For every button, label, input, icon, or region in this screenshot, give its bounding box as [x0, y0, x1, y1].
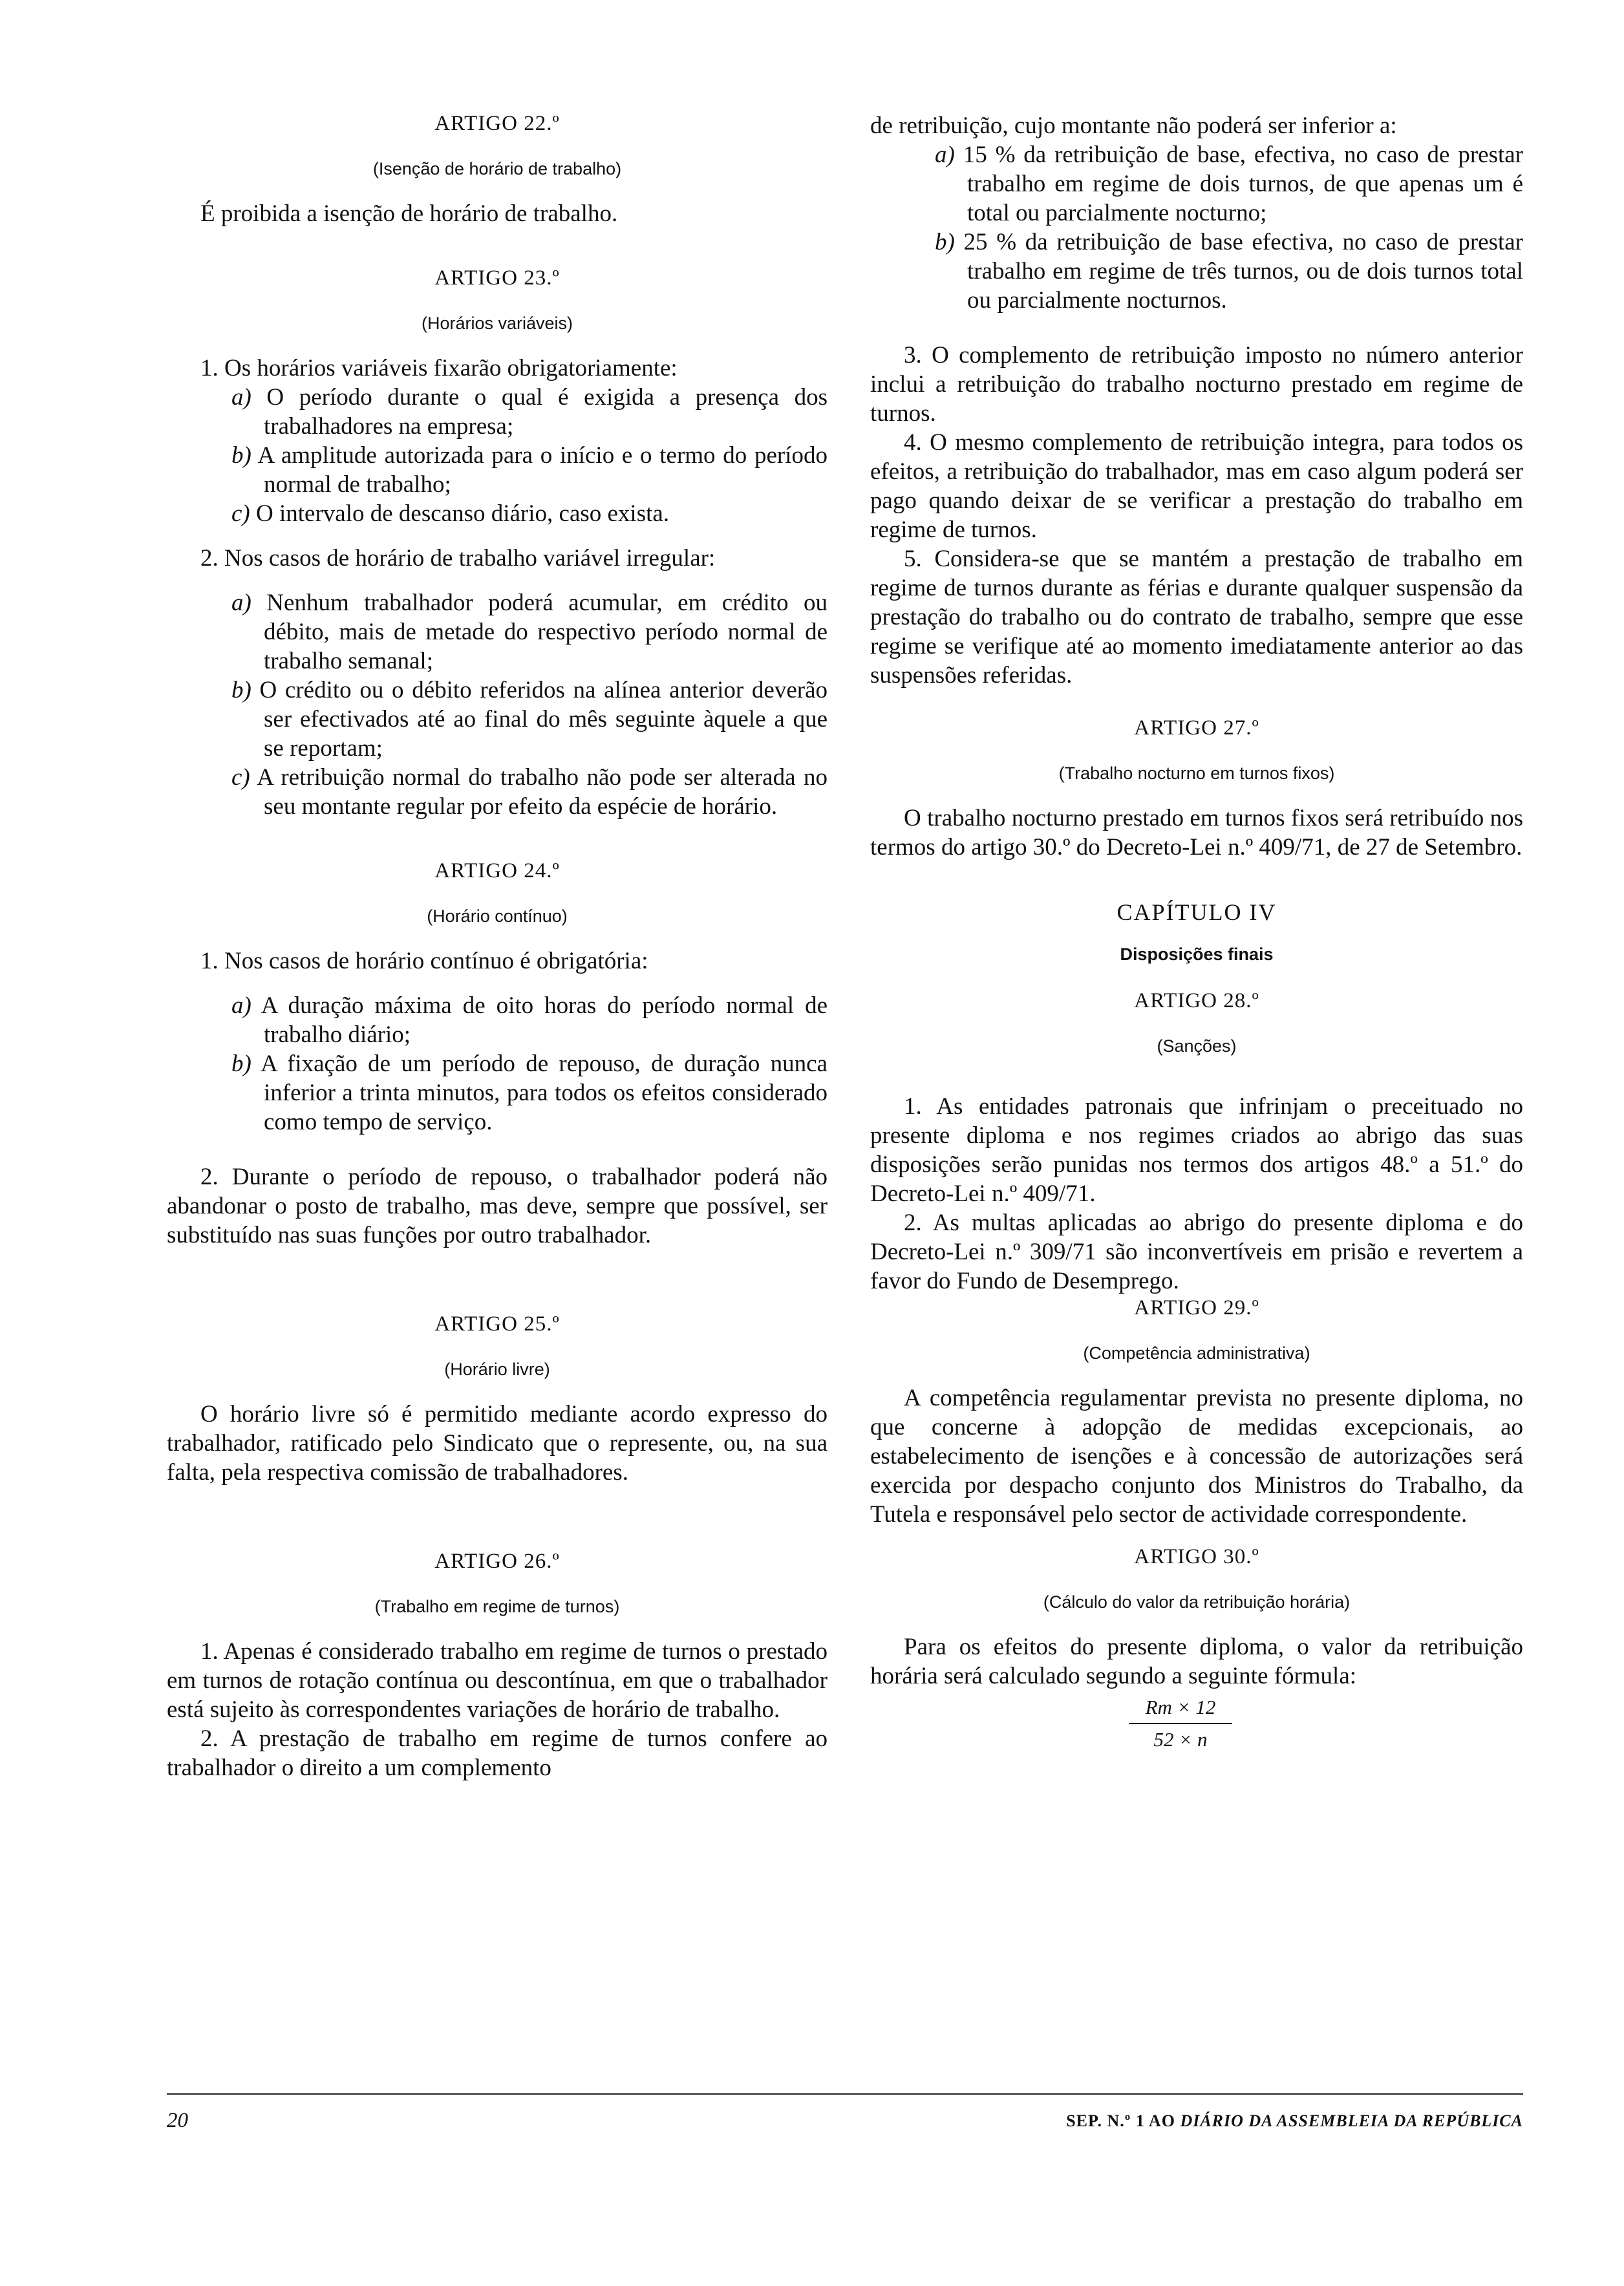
list-item: a) Nenhum trabalhador poderá acumular, em crédito ou débito, mais de metade do respectivo período normal de trabalho semanal;: [231, 590, 828, 674]
article-30-paragraph: Para os efeitos do presente diploma, o valor da retribuição horária será calculado segundo a seguinte fórmula:: [870, 1634, 1523, 1689]
journal-prefix: SEP. N.º 1 AO: [1066, 2111, 1181, 2130]
page-number: 20: [167, 2109, 188, 2132]
article-26-paragraph-4: 4. O mesmo complemento de retribuição integra, para todos os efeitos, a retribuição do trabalhador, mas em caso algum poderá ser pago quando deixar de se verificar a prestação do trabalho em regime de turnos.: [870, 429, 1523, 543]
formula-denominator: 52 × n: [1153, 1728, 1208, 1751]
article-27-subtitle: (Trabalho nocturno em turnos fixos): [1058, 764, 1335, 783]
list-item: a) O período durante o qual é exigida a presença dos trabalhadores na empresa;: [231, 384, 828, 440]
article-25-paragraph: O horário livre só é permitido mediante acordo expresso do trabalhador, ratificado pelo Sindicato que o represente, ou, na sua falta, pela respectiva comissão de trabalhadores.: [167, 1401, 828, 1486]
article-23-paragraph-1: 1. Os horários variáveis fixarão obrigatoriamente:: [200, 355, 678, 381]
article-29-paragraph: A competência regulamentar prevista no presente diploma, no que concerne à adopção de medidas excepcionais, ao estabelecimento de isenções e à concessão de autorizações será exercida por despacho conjunto dos Ministros do Trabalho, da Tutela e responsável pelo sector de actividade correspondente.: [870, 1385, 1523, 1528]
article-28-paragraph-2: 2. As multas aplicadas ao abrigo do presente diploma e do Decreto-Lei n.º 309/71 são inconvertíveis em prisão e revertem a favor do Fundo de Desemprego.: [870, 1210, 1523, 1294]
right-column: [870, 111, 1523, 1753]
article-25-subtitle: (Horário livre): [444, 1360, 550, 1379]
left-column: [167, 111, 828, 1782]
article-25-title: ARTIGO 25.º: [434, 1312, 560, 1336]
article-26-paragraph-1: 1. Apenas é considerado trabalho em regime de turnos o prestado em turnos de rotação contínua ou descontínua, em que o trabalhador está sujeito às correspondentes variações de horário de trabalho.: [167, 1638, 828, 1723]
list-item: b) A fixação de um período de repouso, de duração nunca inferior a trinta minutos, para todos os efeitos considerado como tempo de serviço.: [231, 1051, 828, 1135]
article-24-paragraph-1: 1. Nos casos de horário contínuo é obrigatória:: [200, 948, 648, 974]
list-item: c) O intervalo de descanso diário, caso exista.: [231, 500, 670, 527]
article-28-paragraph-1: 1. As entidades patronais que infrinjam o preceituado no presente diploma e nos regimes criados ao abrigo das suas disposições serão punidas nos termos dos artigos 48.º a 51.º do Decreto-Lei n.º 409/71.: [870, 1093, 1523, 1207]
list-item: b) A amplitude autorizada para o início e o termo do período normal de trabalho;: [231, 442, 828, 498]
article-30-title: ARTIGO 30.º: [1134, 1545, 1259, 1568]
journal-reference: [1066, 2111, 1523, 2131]
list-item: b) 25 % da retribuição de base efectiva, no caso de prestar trabalho em regime de três turnos, ou de dois turnos total ou parcialmente nocturnos.: [935, 229, 1524, 314]
footer-divider: [167, 2093, 1523, 2095]
article-26-paragraph-2: 2. A prestação de trabalho em regime de turnos confere ao trabalhador o direito a um complemento: [167, 1725, 828, 1781]
article-22-subtitle: (Isenção de horário de trabalho): [372, 159, 622, 178]
article-29-title: ARTIGO 29.º: [1134, 1296, 1259, 1319]
article-24-title: ARTIGO 24.º: [434, 859, 560, 882]
article-26-continuation: de retribuição, cujo montante não poderá ser inferior a:: [870, 112, 1397, 139]
article-27-paragraph: O trabalho nocturno prestado em turnos fixos será retribuído nos termos do artigo 30.º do Decreto-Lei n.º 409/71, de 27 de Setembro.: [870, 805, 1523, 860]
journal-title: DIÁRIO DA ASSEMBLEIA DA REPÚBLICA: [1180, 2111, 1523, 2130]
article-24-paragraph-2: 2. Durante o período de repouso, o trabalhador poderá não abandonar o posto de trabalho, mas deve, sempre que possível, ser substituído nas suas funções por outro trabalhador.: [167, 1164, 828, 1248]
article-24-subtitle: (Horário contínuo): [427, 906, 568, 926]
article-22-title: ARTIGO 22.º: [434, 112, 560, 135]
chapter-subtitle: Disposições finais: [1120, 945, 1274, 964]
article-26-subtitle: (Trabalho em regime de turnos): [374, 1597, 620, 1616]
article-28-title: ARTIGO 28.º: [1134, 989, 1259, 1012]
article-28-subtitle: (Sanções): [1157, 1036, 1237, 1056]
article-29-subtitle: (Competência administrativa): [1083, 1343, 1310, 1363]
chapter-title: CAPÍTULO IV: [1116, 899, 1277, 925]
article-26-title: ARTIGO 26.º: [434, 1550, 560, 1573]
article-30-subtitle: (Cálculo do valor da retribuição horária): [1043, 1592, 1351, 1612]
article-23-subtitle: (Horários variáveis): [421, 314, 573, 333]
article-26-paragraph-3: 3. O complemento de retribuição imposto no número anterior inclui a retribuição do trabalho nocturno prestado em regime de turnos.: [870, 342, 1523, 427]
list-item: a) A duração máxima de oito horas do período normal de trabalho diário;: [231, 992, 828, 1048]
article-27-title: ARTIGO 27.º: [1134, 716, 1259, 740]
list-item: a) 15 % da retribuição de base, efectiva, no caso de prestar trabalho em regime de dois turnos, de que apenas um é total ou parcialmente nocturno;: [935, 142, 1523, 226]
article-23-paragraph-2: 2. Nos casos de horário de trabalho variável irregular:: [200, 545, 716, 572]
hourly-pay-formula: [1129, 1694, 1232, 1753]
list-item: c) A retribuição normal do trabalho não pode ser alterada no seu montante regular por efeito da espécie de horário.: [231, 764, 828, 820]
list-item: b) O crédito ou o débito referidos na alínea anterior deverão ser efectivados até ao final do mês seguinte àquele a que se reportam;: [231, 677, 828, 762]
article-22-paragraph: É proibida a isenção de horário de trabalho.: [200, 200, 618, 227]
article-26-paragraph-5: 5. Considera-se que se mantém a prestação de trabalho em regime de turnos durante as férias e durante qualquer suspensão da prestação do trabalho ou do contrato de trabalho, sempre que esse regime se verifique até ao momento imediatamente anterior ao das suspensões referidas.: [870, 546, 1523, 689]
article-23-title: ARTIGO 23.º: [434, 266, 560, 290]
formula-numerator: Rm × 12: [1129, 1694, 1232, 1724]
